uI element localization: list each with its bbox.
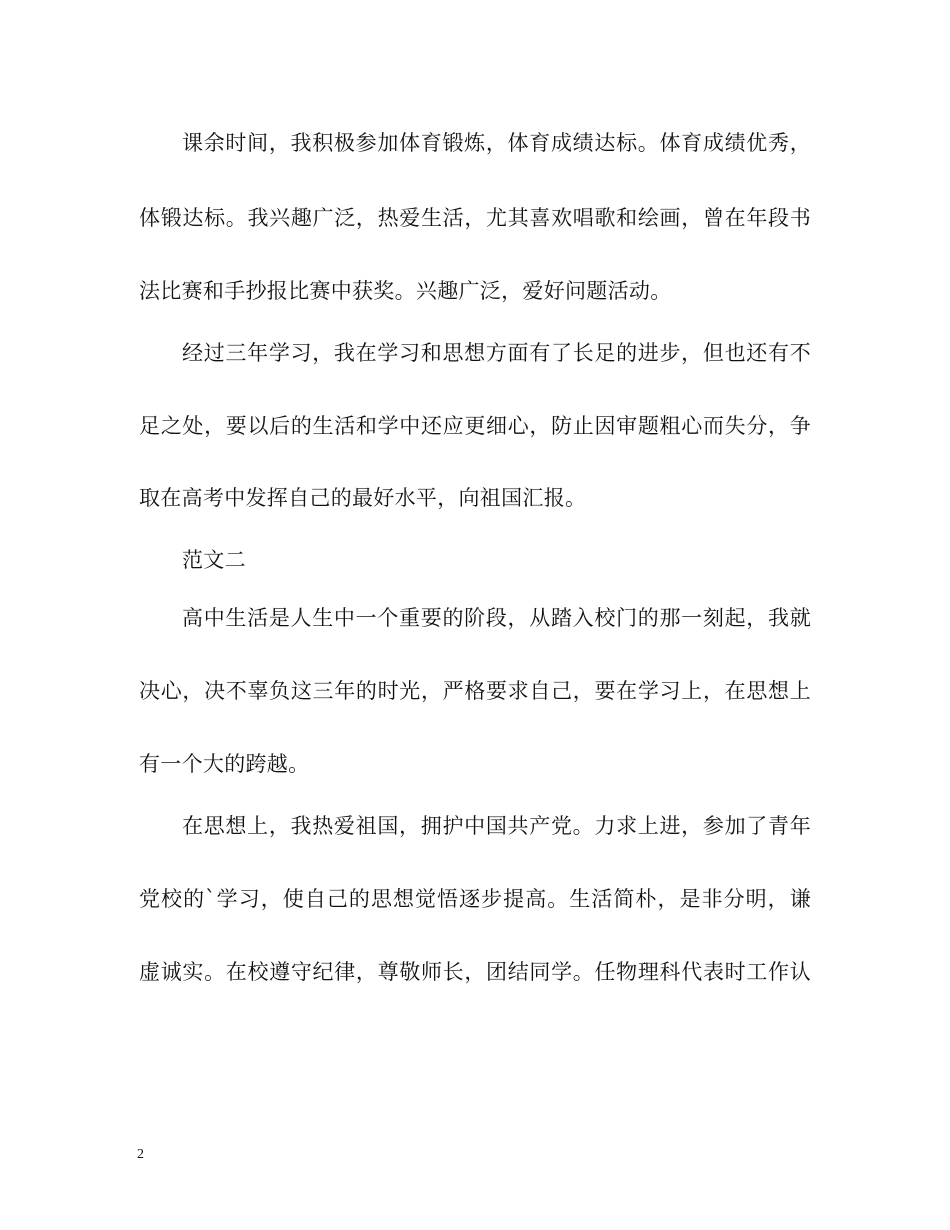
text-line: 课余时间，我积极参加体育锻炼，体育成绩达标。体育成绩优秀， [182,131,811,155]
text-line: 法比赛和手抄报比赛中获奖。兴趣广泛，爱好问题活动。 [139,279,672,303]
text-line: 体锻达标。我兴趣广泛，热爱生活，尤其喜欢唱歌和绘画，曾在年段书 [139,206,811,230]
text-line: 足之处，要以后的生活和学中还应更细心，防止因审题粗心而失分，争 [139,414,811,438]
text-line: 有一个大的跨越。 [139,752,310,776]
page-number: 2 [137,1147,144,1162]
text-line: 虚诚实。在校遵守纪律，尊敬师长，团结同学。任物理科代表时工作认 [139,960,811,984]
text-line: 党校的`学习，使自己的思想觉悟逐步提高。生活简朴，是非分明，谦 [139,887,811,911]
text-line: 决心，决不辜负这三年的时光，严格要求自己，要在学习上，在思想上 [139,679,811,703]
section-heading: 范文二 [182,548,246,572]
text-line: 经过三年学习，我在学习和思想方面有了长足的进步，但也还有不 [182,341,811,365]
text-line: 高中生活是人生中一个重要的阶段，从踏入校门的那一刻起，我就 [182,606,811,630]
text-line: 在思想上，我热爱祖国，拥护中国共产党。力求上进，参加了青年 [182,814,811,838]
text-line: 取在高考中发挥自己的最好水平，向祖国汇报。 [139,486,587,510]
